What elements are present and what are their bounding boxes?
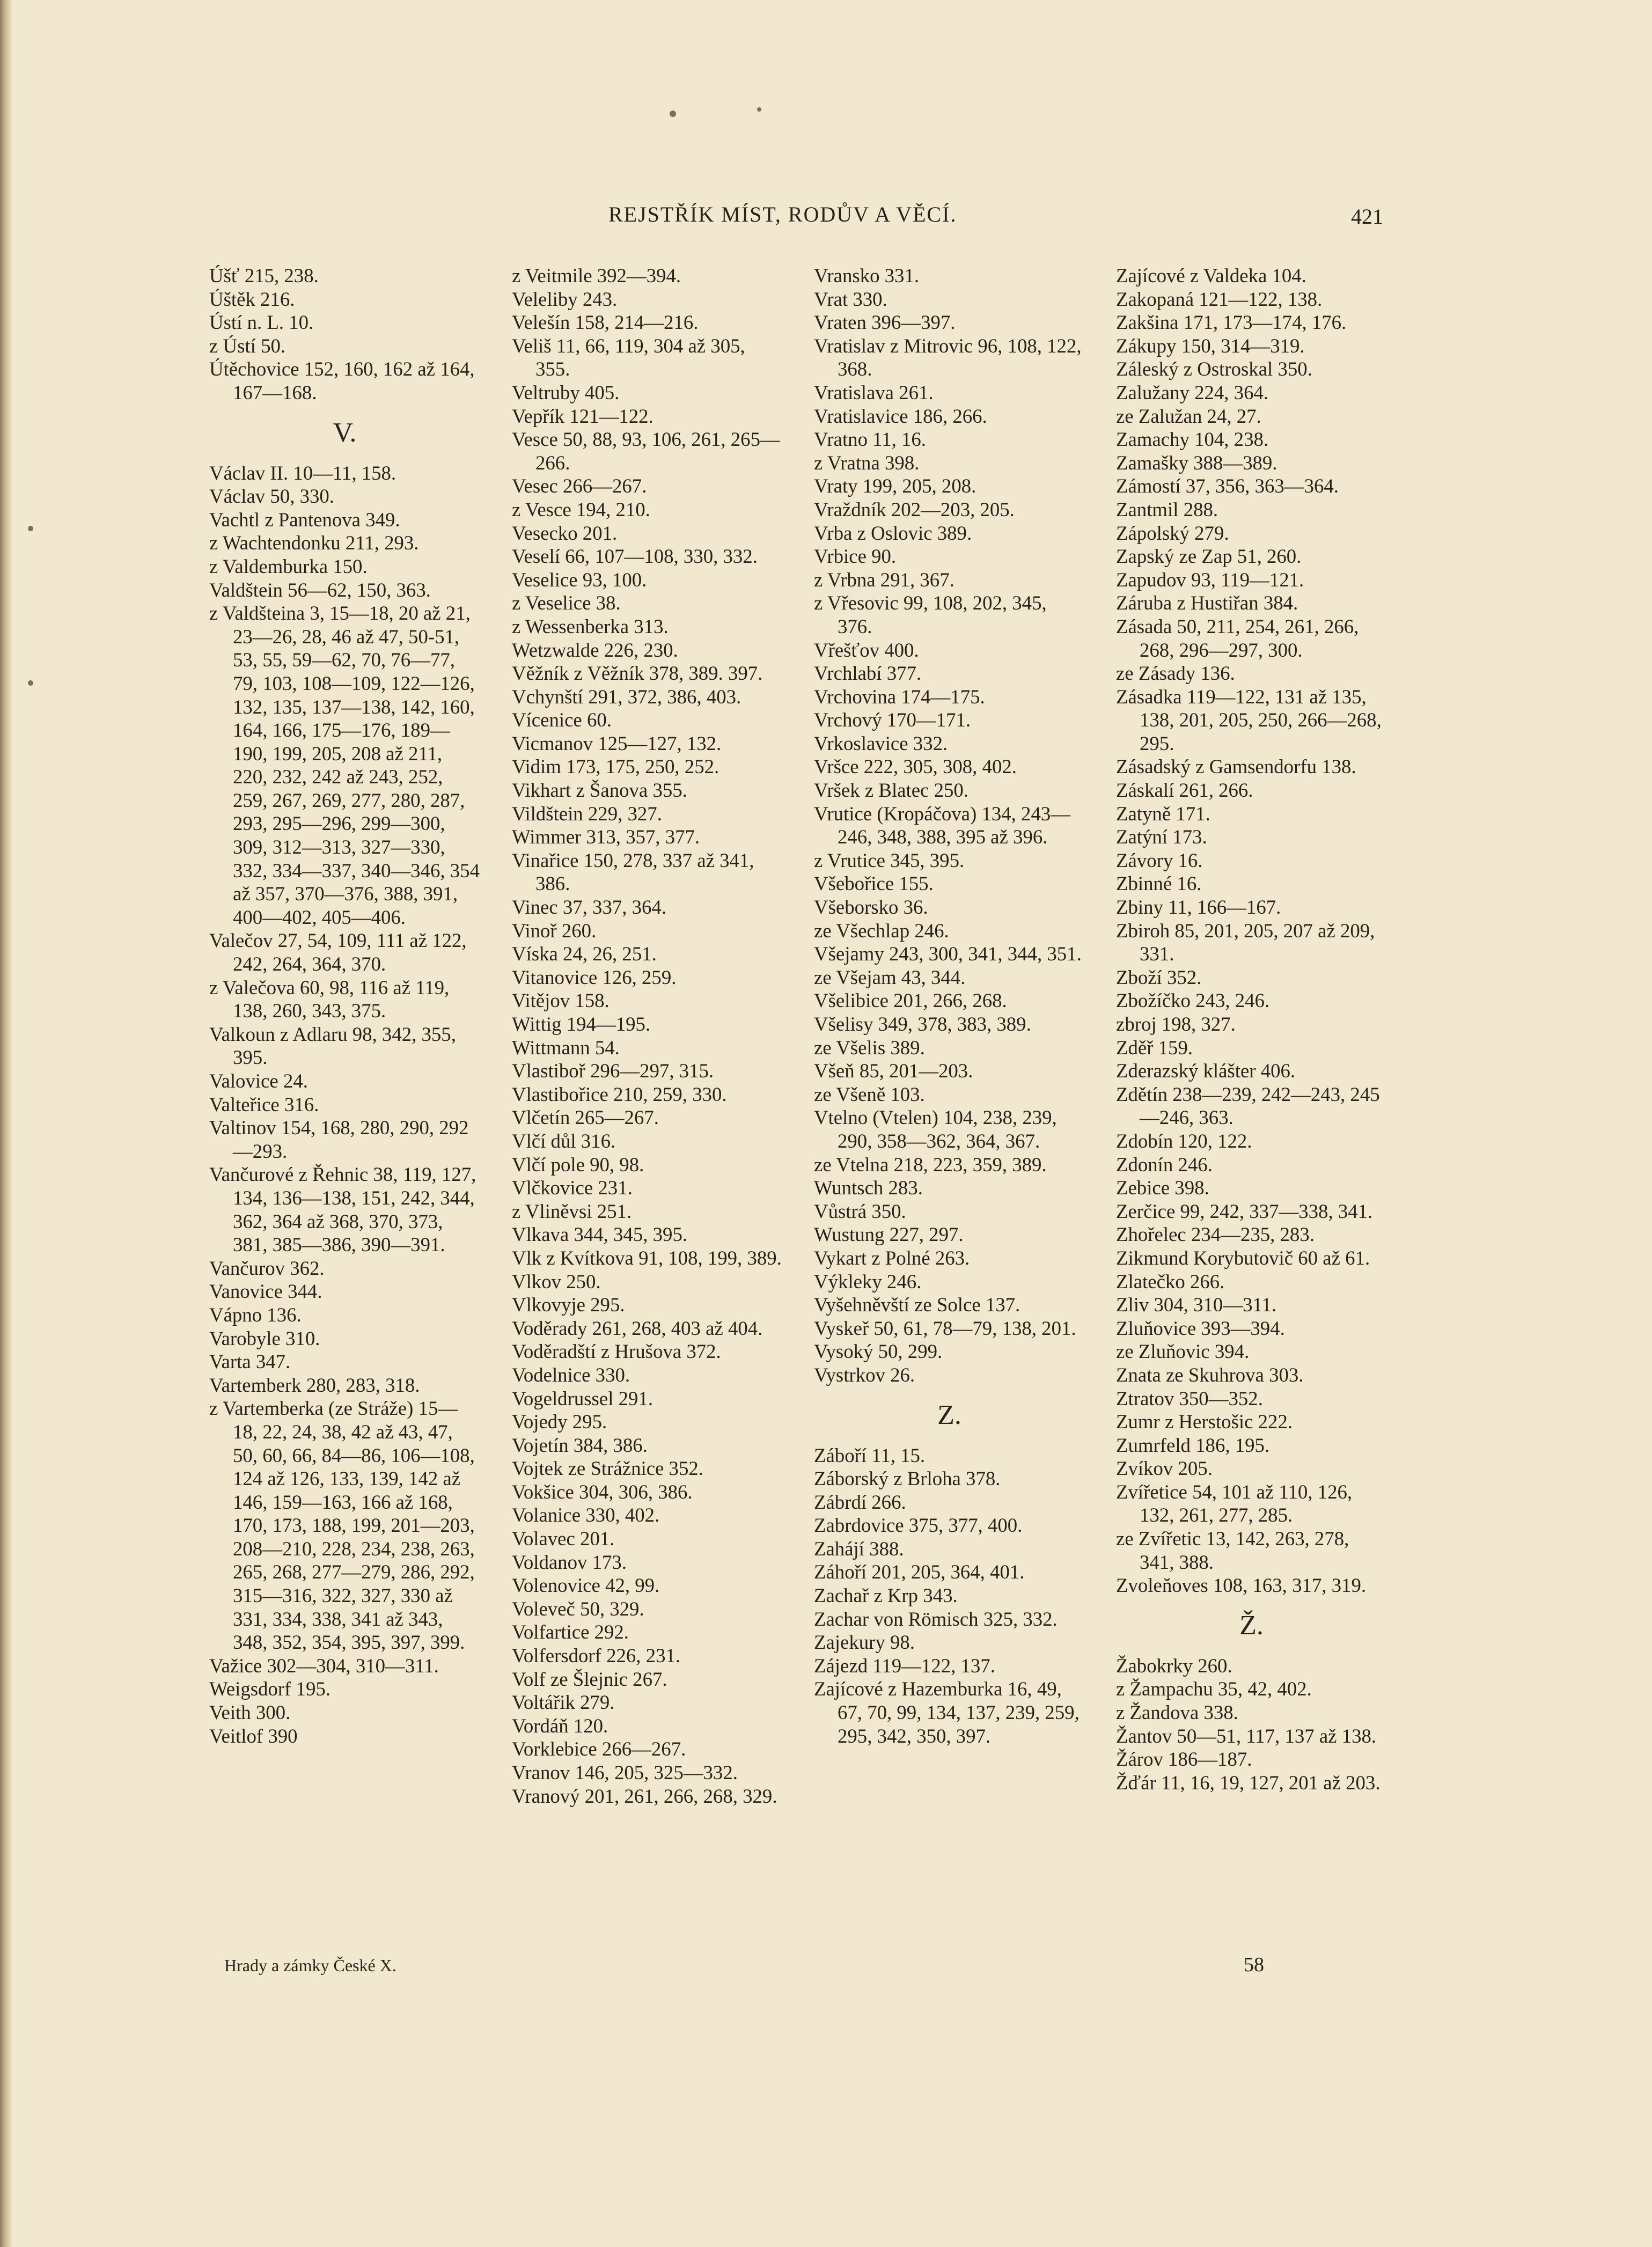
index-entry: Vordáň 120.: [512, 1714, 608, 1737]
index-entry: Vinařice 150, 278, 337 až 341, 386.: [512, 849, 754, 895]
index-entry: Zajícové z Valdeka 104.: [1116, 265, 1306, 287]
index-entry: Zikmund Korybutovič 60 až 61.: [1116, 1246, 1370, 1269]
index-entry: Vachtl z Pantenova 349.: [209, 508, 400, 531]
index-entry: z Ústí 50.: [209, 334, 286, 357]
index-entry: Zdobín 120, 122.: [1116, 1129, 1252, 1152]
index-entry: Zbiroh 85, 201, 205, 207 až 209, 331.: [1116, 919, 1375, 965]
index-entry: Veltruby 405.: [512, 381, 620, 403]
index-entry: Volavec 201.: [512, 1528, 615, 1550]
index-entry: Vrbice 90.: [814, 545, 897, 568]
index-entry: Znata ze Skuhrova 303.: [1116, 1363, 1304, 1386]
index-entry: Vinoř 260.: [512, 919, 597, 942]
index-entry: Záborský z Brloha 378.: [814, 1467, 1001, 1490]
index-entry: Všebořice 155.: [814, 872, 934, 895]
index-entry: ze Všeně 103.: [814, 1083, 925, 1105]
print-speck: [28, 680, 33, 686]
index-entry: Zvoleňoves 108, 163, 317, 319.: [1116, 1574, 1367, 1597]
index-entry: Zumrfeld 186, 195.: [1116, 1434, 1270, 1456]
page-header-title: REJSTŘÍK MÍST, RODŮV A VĚCÍ.: [608, 202, 957, 226]
index-entry: Vícenice 60.: [512, 709, 612, 731]
index-entry: zbroj 198, 327.: [1116, 1013, 1236, 1035]
index-entry: Zásadský z Gamsendorfu 138.: [1116, 755, 1356, 778]
index-entry: z Vartemberka (ze Stráže) 15—18, 22, 24, 38, 42 až 43, 47, 50, 60, 66, 84—86, 106—108, 124 až 126, 133, 139, 142 až 146, 159—163, 166 až 168, 170, 173, 188, 199, 201—203, 208—210, 228, 234, 238, 263, 265, 268, 277—279, 286, 292, 315—316, 322, 327, 330 až 331, 334, 338, 341 až 343, 348, 352, 354, 395, 397, 399.: [209, 1397, 475, 1654]
index-entry: Vrkoslavice 332.: [814, 732, 948, 754]
index-entry: Zatýní 173.: [1116, 826, 1207, 848]
index-entry: z Vrbna 291, 367.: [814, 568, 955, 591]
index-entry: Vlk z Kvítkova 91, 108, 199, 389.: [512, 1246, 782, 1269]
index-entry: Wustung 227, 297.: [814, 1223, 964, 1246]
index-entry: Všelisy 349, 378, 383, 389.: [814, 1013, 1031, 1035]
page-binding-edge: [0, 0, 12, 2247]
index-entry: Všelibice 201, 266, 268.: [814, 989, 1007, 1012]
index-entry: ze Zalužan 24, 27.: [1116, 405, 1261, 427]
index-entry: Vratno 11, 16.: [814, 428, 926, 451]
index-entry: Zahájí 388.: [814, 1537, 904, 1560]
index-entry: Vratislav z Mitrovic 96, 108, 122, 368.: [814, 334, 1082, 380]
index-entry: Vratislavice 186, 266.: [814, 405, 987, 427]
index-entry: Wimmer 313, 357, 377.: [512, 826, 700, 848]
index-entry: Voltářik 279.: [512, 1691, 615, 1714]
index-entry: Vojtek ze Strážnice 352.: [512, 1457, 703, 1480]
index-entry: z Veitmile 392—394.: [512, 265, 681, 287]
index-entry: Vtelno (Vtelen) 104, 238, 239, 290, 358—362, 364, 367.: [814, 1106, 1057, 1152]
index-entry: ze Všejam 43, 344.: [814, 966, 966, 988]
index-entry: Vratislava 261.: [814, 381, 934, 403]
index-entry: Wittig 194—195.: [512, 1013, 651, 1035]
index-entry: Zlatečko 266.: [1116, 1270, 1225, 1293]
index-entry: Zdonín 246.: [1116, 1153, 1213, 1176]
index-entry: Vřešťov 400.: [814, 638, 919, 661]
index-entry: Vrchlabí 377.: [814, 662, 922, 685]
index-entry: Veitlof 390: [209, 1724, 298, 1747]
section-heading: Ž.: [1239, 1610, 1264, 1641]
index-entry: Všeborsko 36.: [814, 896, 928, 919]
index-entry: Zapudov 93, 119—121.: [1116, 568, 1304, 591]
index-entry: Vransko 331.: [814, 265, 920, 287]
index-entry: Voděrady 261, 268, 403 až 404.: [512, 1317, 763, 1339]
index-entry: Valovice 24.: [209, 1070, 308, 1092]
index-entry: Velešín 158, 214—216.: [512, 311, 699, 334]
index-entry: Vančurové z Řehnic 38, 119, 127, 134, 136—138, 151, 242, 344, 362, 364 až 368, 370, 373, 381, 385—386, 390—391.: [209, 1163, 476, 1256]
index-entry: Veith 300.: [209, 1701, 291, 1724]
index-entry: Vinec 37, 337, 364.: [512, 896, 667, 919]
index-entry: Vršek z Blatec 250.: [814, 779, 968, 802]
index-entry: Vojetín 384, 386.: [512, 1434, 648, 1456]
index-entry: Žabokrky 260.: [1116, 1654, 1232, 1677]
index-entry: Vorklebice 266—267.: [512, 1738, 686, 1760]
index-entry: Zamašky 388—389.: [1116, 451, 1277, 474]
index-entry: Zapský ze Zap 51, 260.: [1116, 545, 1302, 568]
index-entry: Vrutice (Kropáčova) 134, 243—246, 348, 388, 395 až 396.: [814, 802, 1071, 848]
index-entry: Ústí n. L. 10.: [209, 311, 314, 334]
index-entry: Závory 16.: [1116, 849, 1203, 871]
index-entry: z Žampachu 35, 42, 402.: [1116, 1678, 1312, 1700]
index-entry: Zbožíčko 243, 246.: [1116, 989, 1270, 1012]
index-entry: Vraždník 202—203, 205.: [814, 498, 1015, 520]
index-entry: Zásadka 119—122, 131 až 135, 138, 201, 205, 250, 266—268, 295.: [1116, 685, 1382, 754]
index-entry: Varobyle 310.: [209, 1327, 320, 1349]
index-entry: Volfartice 292.: [512, 1621, 629, 1643]
index-entry: Vesec 266—267.: [512, 475, 647, 497]
index-entry: z Wachtendonku 211, 293.: [209, 532, 419, 554]
index-entry: Zvíkov 205.: [1116, 1457, 1213, 1480]
index-column-2: [512, 264, 783, 1808]
index-entry: Valkoun z Adlaru 98, 342, 355, 395.: [209, 1023, 456, 1069]
index-entry: Žantov 50—51, 117, 137 až 138.: [1116, 1724, 1377, 1747]
index-entry: Zluňovice 393—394.: [1116, 1317, 1285, 1339]
footer-sheet-number: 58: [1244, 1954, 1264, 1976]
index-entry: Vojedy 295.: [512, 1411, 607, 1433]
index-entry: Vlčetín 265—267.: [512, 1106, 659, 1129]
index-entry: Vitějov 158.: [512, 989, 610, 1012]
index-entry: Zalužany 224, 364.: [1116, 381, 1269, 403]
index-entry: Vartemberk 280, 283, 318.: [209, 1374, 420, 1396]
print-speck: [670, 111, 676, 117]
index-entry: Zápolský 279.: [1116, 522, 1229, 544]
index-entry: Václav 50, 330.: [209, 485, 334, 508]
index-column-1: [209, 264, 480, 1747]
index-entry: Zakopaná 121—122, 138.: [1116, 288, 1323, 310]
index-entry: Vitanovice 126, 259.: [512, 966, 677, 988]
index-entry: Vlkov 250.: [512, 1270, 601, 1293]
index-entry: Zákupy 150, 314—319.: [1116, 334, 1305, 357]
index-entry: Wuntsch 283.: [814, 1177, 923, 1199]
index-entry: Wittmann 54.: [512, 1036, 620, 1059]
section-heading: V.: [333, 417, 357, 448]
index-entry: Volfersdorf 226, 231.: [512, 1644, 681, 1667]
index-entry: Vesce 50, 88, 93, 106, 261, 265—266.: [512, 428, 780, 474]
index-entry: Žárov 186—187.: [1116, 1748, 1252, 1771]
index-entry: Vchynští 291, 372, 386, 403.: [512, 685, 741, 708]
index-entry: Výkleky 246.: [814, 1270, 922, 1293]
index-entry: Zboží 352.: [1116, 966, 1202, 988]
index-entry: Ztratov 350—352.: [1116, 1387, 1263, 1409]
index-entry: Varta 347.: [209, 1350, 291, 1373]
index-entry: z Valdemburka 150.: [209, 555, 368, 577]
index-entry: Vápno 136.: [209, 1303, 302, 1326]
index-entry: Vlastiboř 296—297, 315.: [512, 1060, 714, 1082]
index-entry: Zámostí 37, 356, 363—364.: [1116, 475, 1339, 497]
index-entry: Zajícové z Hazemburka 16, 49, 67, 70, 99, 134, 137, 239, 259, 295, 342, 350, 397.: [814, 1678, 1080, 1747]
index-entry: Vůstrá 350.: [814, 1200, 906, 1222]
index-entry: ze Vtelna 218, 223, 359, 389.: [814, 1153, 1047, 1176]
index-entry: Zatyně 171.: [1116, 802, 1210, 825]
index-entry: Vlčí pole 90, 98.: [512, 1153, 644, 1176]
index-entry: z Vrutice 345, 395.: [814, 849, 965, 871]
index-entry: Zachar von Römisch 325, 332.: [814, 1607, 1058, 1630]
index-entry: Veliš 11, 66, 119, 304 až 305, 355.: [512, 334, 745, 380]
index-entry: Záhoří 201, 205, 364, 401.: [814, 1561, 1025, 1583]
index-entry: Voleveč 50, 329.: [512, 1597, 644, 1620]
index-entry: Vyskeř 50, 61, 78—79, 138, 201.: [814, 1317, 1076, 1339]
index-entry: z Veselice 38.: [512, 592, 621, 614]
index-entry: Zachař z Krp 343.: [814, 1584, 958, 1607]
index-entry: Valdštein 56—62, 150, 363.: [209, 578, 431, 601]
index-entry: z Valečova 60, 98, 116 až 119, 138, 260, 343, 375.: [209, 976, 450, 1022]
index-entry: Zvířetice 54, 101 až 110, 126, 132, 261, 277, 285.: [1116, 1480, 1353, 1526]
index-entry: Vlkava 344, 345, 395.: [512, 1223, 688, 1246]
index-entry: Zumr z Herstošic 222.: [1116, 1411, 1293, 1433]
index-entry: Vogeldrussel 291.: [512, 1387, 654, 1409]
index-entry: Vildštein 229, 327.: [512, 802, 662, 825]
index-entry: Václav II. 10—11, 158.: [209, 461, 397, 484]
index-entry: Zásada 50, 211, 254, 261, 266, 268, 296—297, 300.: [1116, 615, 1359, 661]
index-entry: Vysoký 50, 299.: [814, 1340, 943, 1363]
index-entry: Važice 302—304, 310—311.: [209, 1654, 439, 1677]
index-entry: Zábrdí 266.: [814, 1490, 906, 1513]
index-entry: Vrba z Oslovic 389.: [814, 522, 972, 544]
index-entry: Vidim 173, 175, 250, 252.: [512, 755, 719, 778]
index-entry: Zerčice 99, 242, 337—338, 341.: [1116, 1200, 1373, 1222]
index-entry: Vlkovyje 295.: [512, 1294, 625, 1316]
index-entry: Zderazský klášter 406.: [1116, 1060, 1296, 1082]
index-entry: Úšť 215, 238.: [209, 265, 319, 287]
index-entry: z Valdšteina 3, 15—18, 20 až 21, 23—26, 28, 46 až 47, 50-51, 53, 55, 59—62, 70, 76—77, 79, 103, 108—109, 122—126, 132, 135, 137—138, 142, 160, 164, 166, 175—176, 189—190, 199, 205, 208 až 211, 220, 232, 242 až 243, 252, 259, 267, 269, 277, 280, 287, 293, 295—296, 299—300, 309, 312—313, 327—330, 332, 334—337, 340—346, 354 až 357, 370—376, 388, 391, 400—402, 405—406.: [209, 602, 480, 928]
index-entry: Vokšice 304, 306, 386.: [512, 1480, 693, 1503]
index-entry: Vesecko 201.: [512, 522, 618, 544]
index-entry: Záboří 11, 15.: [814, 1444, 926, 1466]
index-entry: Veselí 66, 107—108, 330, 332.: [512, 545, 758, 568]
index-entry: z Vesce 194, 210.: [512, 498, 650, 520]
index-column-4: [1116, 264, 1387, 1794]
footer-signature: Hrady a zámky České X.: [224, 1956, 397, 1975]
section-heading: Z.: [937, 1399, 961, 1430]
index-entry: Žďár 11, 16, 19, 127, 201 až 203.: [1116, 1771, 1381, 1794]
index-entry: Vodelnice 330.: [512, 1363, 630, 1386]
index-entry: Valečov 27, 54, 109, 111 až 122, 242, 264, 364, 370.: [209, 929, 467, 975]
index-entry: Veleliby 243.: [512, 288, 618, 310]
index-entry: ze Zluňovic 394.: [1116, 1340, 1250, 1363]
index-entry: Vepřík 121—122.: [512, 405, 654, 427]
index-entry: z Žandova 338.: [1116, 1701, 1238, 1724]
index-entry: Vikhart z Šanova 355.: [512, 779, 687, 802]
index-entry: Vrat 330.: [814, 288, 887, 310]
index-entry: Zdětín 238—239, 242—243, 245—246, 363.: [1116, 1083, 1380, 1129]
index-entry: Úštěk 216.: [209, 288, 295, 310]
index-entry: Víska 24, 26, 251.: [512, 943, 657, 965]
index-entry: Voděradští z Hrušova 372.: [512, 1340, 721, 1363]
index-entry: Vlčkovice 231.: [512, 1177, 633, 1199]
index-entry: Záskalí 261, 266.: [1116, 779, 1253, 802]
index-entry: Volf ze Šlejnic 267.: [512, 1668, 667, 1690]
index-entry: Zděř 159.: [1116, 1036, 1193, 1059]
index-entry: Zhořelec 234—235, 283.: [1116, 1223, 1315, 1246]
index-entry: Zantmil 288.: [1116, 498, 1218, 520]
index-entry: Volanice 330, 402.: [512, 1504, 660, 1526]
index-entry: Wetzwalde 226, 230.: [512, 638, 678, 661]
index-entry: Vystrkov 26.: [814, 1363, 915, 1386]
index-entry: Vlastibořice 210, 259, 330.: [512, 1083, 727, 1105]
index-entry: Volenovice 42, 99.: [512, 1574, 660, 1597]
index-entry: Vanovice 344.: [209, 1280, 322, 1303]
index-entry: Zbinné 16.: [1116, 872, 1202, 895]
index-entry: Vykart z Polné 263.: [814, 1246, 970, 1269]
index-entry: Vančurov 362.: [209, 1257, 325, 1279]
index-column-3: [814, 264, 1085, 1747]
print-speck: [757, 107, 761, 112]
index-entry: z Vliněvsi 251.: [512, 1200, 632, 1222]
index-entry: Záleský z Ostroskal 350.: [1116, 358, 1312, 380]
index-entry: Vicmanov 125—127, 132.: [512, 732, 722, 754]
index-entry: Vranov 146, 205, 325—332.: [512, 1761, 738, 1783]
index-entry: z Vřesovic 99, 108, 202, 345, 376.: [814, 592, 1047, 637]
index-entry: Weigsdorf 195.: [209, 1678, 331, 1700]
index-entry: ze Zásady 136.: [1116, 662, 1235, 685]
index-entry: Všejamy 243, 300, 341, 344, 351.: [814, 943, 1082, 965]
index-entry: Zebice 398.: [1116, 1177, 1209, 1199]
index-entry: Valtinov 154, 168, 280, 290, 292—293.: [209, 1117, 469, 1162]
index-entry: Vršce 222, 305, 308, 402.: [814, 755, 1017, 778]
index-entry: z Vratna 398.: [814, 451, 920, 474]
index-entry: Veselice 93, 100.: [512, 568, 647, 591]
index-entry: Vrchovina 174—175.: [814, 685, 985, 708]
index-entry: Zamachy 104, 238.: [1116, 428, 1269, 451]
index-entry: Zakšina 171, 173—174, 176.: [1116, 311, 1347, 334]
index-entry: Vyšehněvští ze Solce 137.: [814, 1294, 1020, 1316]
index-entry: Záruba z Hustiřan 384.: [1116, 592, 1298, 614]
index-entry: Zájezd 119—122, 137.: [814, 1654, 995, 1677]
index-entry: Vranový 201, 261, 266, 268, 329.: [512, 1785, 777, 1807]
index-entry: Útěchovice 152, 160, 162 až 164, 167—168.: [209, 358, 475, 403]
index-entry: Zbiny 11, 166—167.: [1116, 896, 1281, 919]
index-entry: Zliv 304, 310—311.: [1116, 1294, 1277, 1316]
index-entry: z Wessenberka 313.: [512, 615, 669, 637]
index-entry: Vlčí důl 316.: [512, 1129, 616, 1152]
page-number: 421: [1351, 204, 1383, 229]
index-entry: Vrchový 170—171.: [814, 709, 971, 731]
index-entry: Vraty 199, 205, 208.: [814, 475, 976, 497]
index-entry: Zabrdovice 375, 377, 400.: [814, 1514, 1023, 1537]
index-entry: Všeň 85, 201—203.: [814, 1060, 973, 1082]
index-entry: Voldanov 173.: [512, 1551, 627, 1573]
index-entry: ze Zvířetic 13, 142, 263, 278, 341, 388.: [1116, 1528, 1349, 1573]
index-entry: ze Všechlap 246.: [814, 919, 949, 942]
print-speck: [28, 526, 33, 531]
index-entry: Věžník z Věžník 378, 389. 397.: [512, 662, 763, 685]
index-entry: Vraten 396—397.: [814, 311, 956, 334]
index-entry: ze Všelis 389.: [814, 1036, 925, 1059]
index-entry: Valteřice 316.: [209, 1093, 319, 1115]
index-entry: Zajekury 98.: [814, 1631, 915, 1654]
